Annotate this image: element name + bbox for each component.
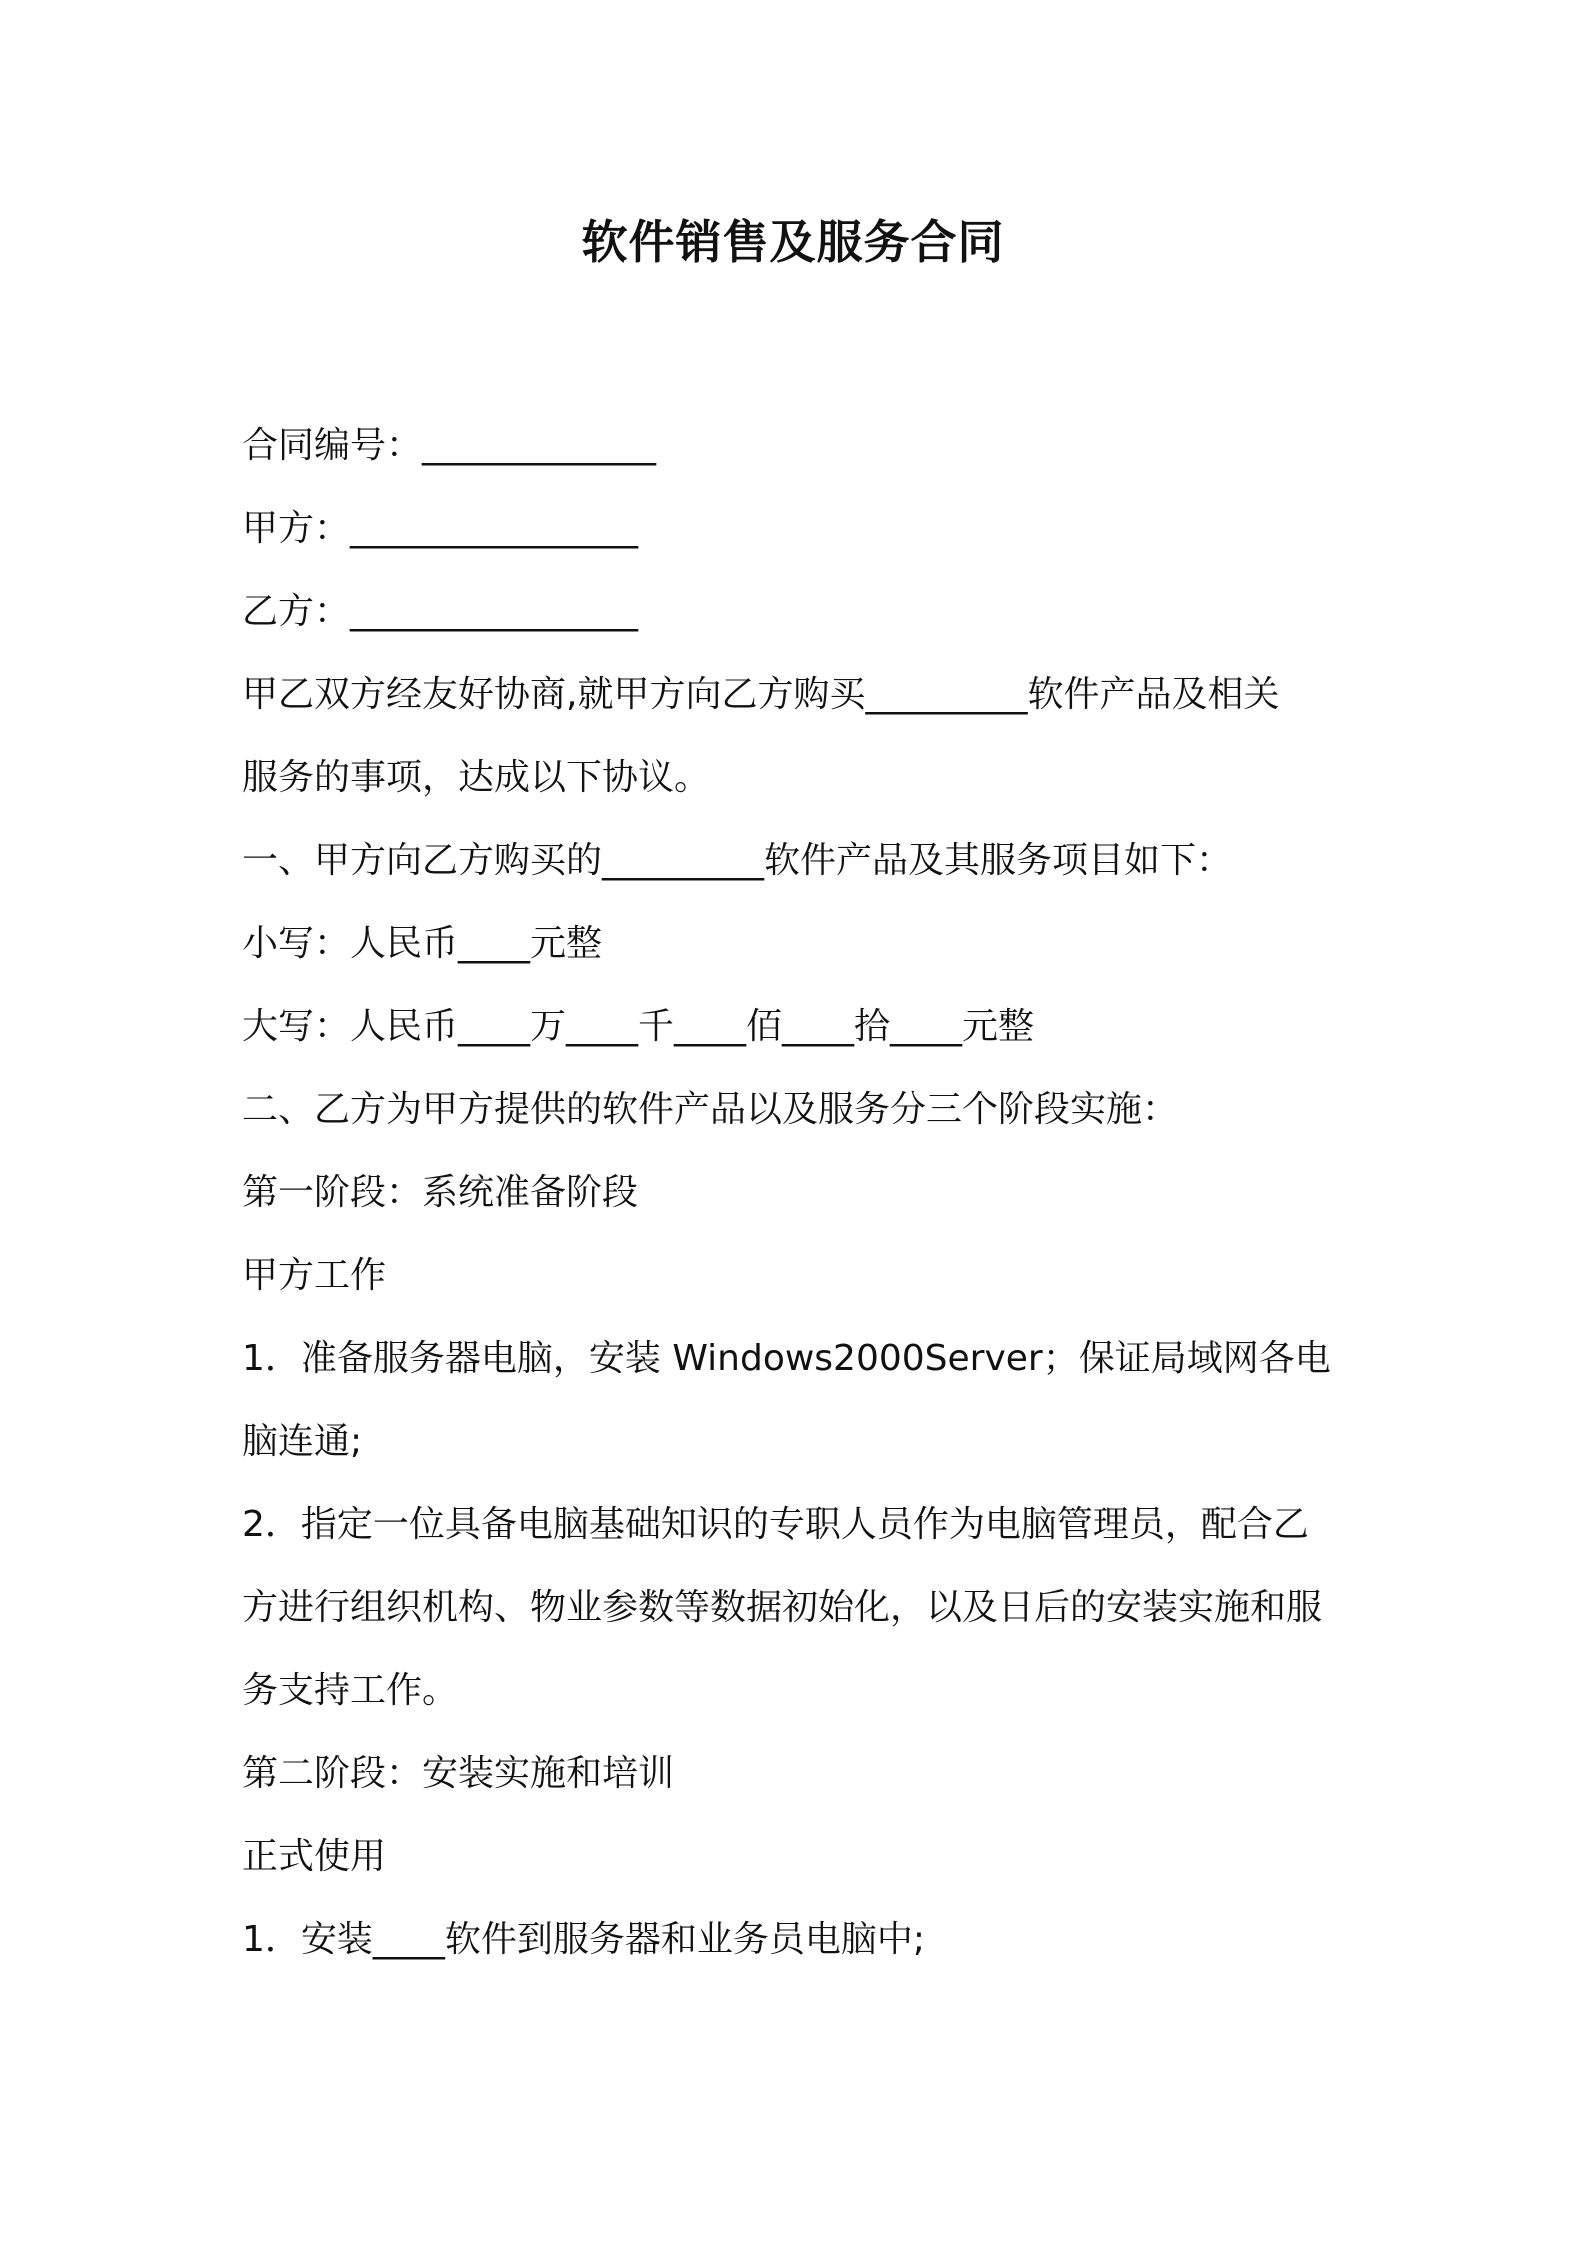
list-item-line: 方进行组织机构、物业参数等数据初始化，以及日后的安装实施和服: [242, 1587, 1323, 1628]
subheading: 正式使用: [242, 1836, 387, 1877]
paragraph-line: 甲乙双方经友好协商,就甲方向乙方购买_________软件产品及相关: [242, 674, 1280, 715]
list-item-line: 2．指定一位具备电脑基础知识的专职人员作为电脑管理员，配合乙: [242, 1504, 1309, 1545]
party-a-line: 甲方：________________: [242, 508, 639, 549]
subheading: 甲方工作: [242, 1255, 387, 1296]
contract-number-line: 合同编号：_____________: [242, 425, 657, 466]
document-title: 软件销售及服务合同: [581, 215, 1005, 269]
section-heading: 一、甲方向乙方购买的_________软件产品及其服务项目如下：: [242, 840, 1233, 881]
stage-heading: 第二阶段：安装实施和培训: [242, 1753, 675, 1794]
paragraph-line: 服务的事项，达成以下协议。: [242, 757, 711, 798]
section-heading: 二、乙方为甲方提供的软件产品以及服务分三个阶段实施：: [242, 1089, 1179, 1130]
list-item-line: 1．准备服务器电脑，安装 Windows2000Server；保证局域网各电: [242, 1338, 1331, 1379]
amount-lowercase-line: 小写：人民币____元整: [242, 923, 603, 964]
document-body: [242, 404, 1360, 1981]
list-item-line: 脑连通;: [242, 1421, 363, 1462]
amount-uppercase-line: 大写：人民币____万____千____佰____拾____元整: [242, 1006, 1035, 1047]
list-item-line: 1．安装____软件到服务器和业务员电脑中;: [242, 1919, 926, 1960]
stage-heading: 第一阶段：系统准备阶段: [242, 1172, 639, 1213]
list-item-line: 务支持工作。: [242, 1670, 459, 1711]
party-b-line: 乙方：________________: [242, 591, 639, 632]
